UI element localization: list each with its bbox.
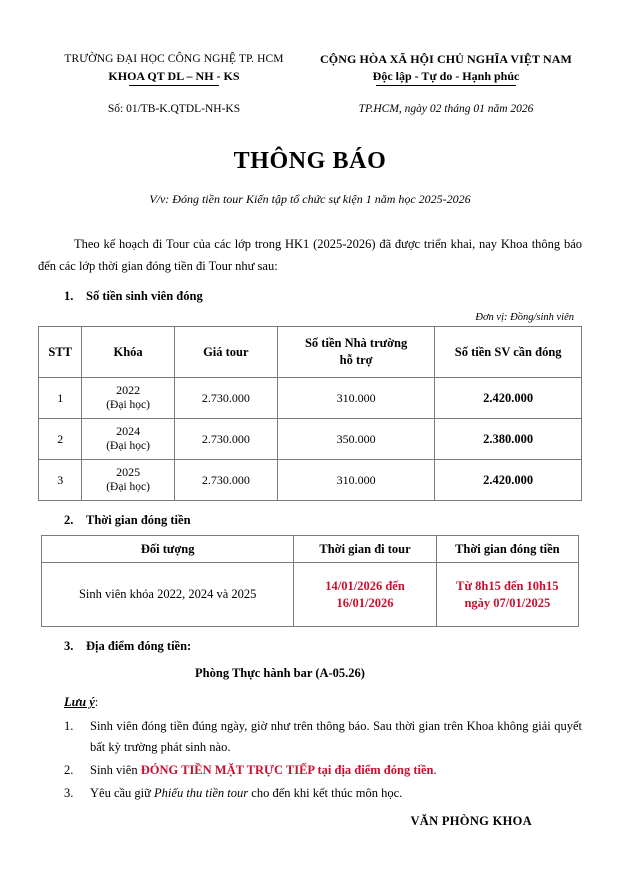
title-block	[38, 148, 582, 207]
cell-payment-time	[436, 563, 578, 627]
document-subheader	[38, 103, 582, 115]
col-header-payment-time: Thời gian đóng tiền	[436, 536, 578, 563]
national-motto: Độc lập - Tự do - Hạnh phúc	[372, 69, 520, 83]
intro-paragraph: Theo kế hoạch đi Tour của các lớp trong HK1 (2025-2026) đã được triển khai, nay Khoa thông báo đến các lớp thời gian đóng tiền đi Tour như sau:	[38, 237, 582, 273]
section-number: 3.	[64, 639, 74, 653]
col-header-ho-tro-line1: Số tiền Nhà trường	[304, 336, 408, 350]
col-header-ho-tro	[277, 327, 434, 378]
col-header-sv-dong: Số tiền SV cần đóng	[435, 327, 582, 378]
note-text: Sinh viên đóng tiền đúng ngày, giờ như trên thông báo. Sau thời gian trên Khoa không giải quyết bất kỳ trường phát sinh nào.	[90, 719, 582, 754]
note-text-end: .	[433, 763, 437, 777]
cell-gia-tour: 2.730.000	[174, 419, 277, 460]
page-title: THÔNG BÁO	[233, 148, 387, 174]
time-table-wrapper	[38, 535, 582, 627]
cell-khoa-level: (Đại học)	[106, 440, 150, 452]
note-text-end: cho đến khi kết thúc môn học.	[248, 786, 403, 800]
time-table	[41, 535, 579, 627]
cell-ho-tro: 310.000	[277, 460, 434, 501]
cell-tour-time	[294, 563, 436, 627]
country-name: CỘNG HÒA XÃ HỘI CHỦ NGHĨA VIỆT NAM	[320, 52, 572, 66]
fee-table-wrapper	[38, 326, 582, 501]
list-item	[64, 783, 582, 804]
table-row	[39, 378, 582, 419]
section-number: 2.	[64, 513, 74, 527]
cell-stt: 3	[39, 460, 82, 501]
note-number: 1.	[64, 719, 74, 733]
list-item	[64, 760, 582, 781]
cell-doi-tuong: Sinh viên khóa 2022, 2024 và 2025	[42, 563, 294, 627]
university-name: TRƯỜNG ĐẠI HỌC CÔNG NGHỆ TP. HCM	[64, 53, 284, 65]
fee-table-unit-note: Đơn vị: Đồng/sinh viên	[475, 312, 574, 323]
cell-khoa	[82, 419, 174, 460]
payment-location: Phòng Thực hành bar (A-05.26)	[195, 666, 365, 680]
cell-khoa	[82, 460, 174, 501]
notes-label-colon: :	[94, 695, 99, 709]
notes-label-block	[38, 695, 582, 710]
cell-stt: 1	[39, 378, 82, 419]
faculty-name: KHOA QT DL – NH - KS	[108, 69, 240, 83]
cell-gia-tour: 2.730.000	[174, 460, 277, 501]
section-title: Thời gian đóng tiền	[86, 513, 191, 527]
cell-tour-time-line1: 14/01/2026 đến	[325, 578, 405, 593]
col-header-tour-time: Thời gian đi tour	[294, 536, 436, 563]
note-number: 2.	[64, 763, 74, 777]
note-text: Sinh viên	[90, 763, 141, 777]
section-title: Số tiền sinh viên đóng	[86, 289, 203, 303]
place-and-date: TP.HCM, ngày 02 tháng 01 năm 2026	[358, 103, 534, 115]
cell-sv-dong: 2.420.000	[435, 460, 582, 501]
note-emphasis: ĐÓNG TIỀN MẶT TRỰC TIẾP tại địa điểm đóng tiền	[140, 763, 434, 777]
notes-list	[38, 716, 582, 804]
cell-ho-tro: 310.000	[277, 378, 434, 419]
document-header	[38, 52, 582, 85]
header-national-block	[310, 52, 582, 85]
cell-tour-time-line2: 16/01/2026	[336, 595, 394, 610]
cell-khoa-year: 2024	[116, 424, 141, 438]
cell-khoa-level: (Đại học)	[106, 481, 150, 493]
col-header-khoa: Khóa	[82, 327, 174, 378]
table-row	[39, 419, 582, 460]
document-subject: V/v: Đóng tiền tour Kiến tập tổ chức sự kiện 1 năm học 2025-2026	[149, 192, 471, 206]
cell-khoa-level: (Đại học)	[106, 399, 150, 411]
cell-khoa-year: 2025	[116, 465, 141, 479]
cell-payment-time-line2: ngày 07/01/2025	[464, 595, 551, 610]
cell-stt: 2	[39, 419, 82, 460]
section-heading-fees	[38, 289, 582, 304]
table-header-row	[39, 327, 582, 378]
fee-table	[38, 326, 582, 501]
col-header-gia-tour: Giá tour	[174, 327, 277, 378]
section-title: Địa điểm đóng tiền:	[86, 639, 192, 653]
note-number: 3.	[64, 786, 74, 800]
notes-label: Lưu ý	[64, 695, 95, 709]
document-number: Số: 01/TB-K.QTDL-NH-KS	[107, 103, 241, 115]
cell-khoa	[82, 378, 174, 419]
cell-ho-tro: 350.000	[277, 419, 434, 460]
col-header-doi-tuong: Đối tượng	[42, 536, 294, 563]
section-heading-location	[38, 639, 582, 654]
cell-khoa-year: 2022	[116, 383, 141, 397]
cell-payment-time-line1: Từ 8h15 đến 10h15	[456, 578, 559, 593]
header-organization-block	[38, 52, 310, 85]
list-item	[64, 716, 582, 758]
section-heading-payment-time	[38, 513, 582, 528]
signature-block: VĂN PHÒNG KHOA	[410, 814, 532, 828]
note-text: Yêu cầu giữ	[90, 786, 155, 800]
table-row	[42, 563, 579, 627]
table-header-row	[42, 536, 579, 563]
col-header-stt: STT	[39, 327, 82, 378]
col-header-ho-tro-line2: hỗ trợ	[339, 353, 373, 367]
cell-gia-tour: 2.730.000	[174, 378, 277, 419]
note-emphasis: Phiếu thu tiền tour	[154, 786, 249, 800]
table-row	[39, 460, 582, 501]
cell-sv-dong: 2.380.000	[435, 419, 582, 460]
cell-sv-dong: 2.420.000	[435, 378, 582, 419]
section-number: 1.	[64, 289, 74, 303]
